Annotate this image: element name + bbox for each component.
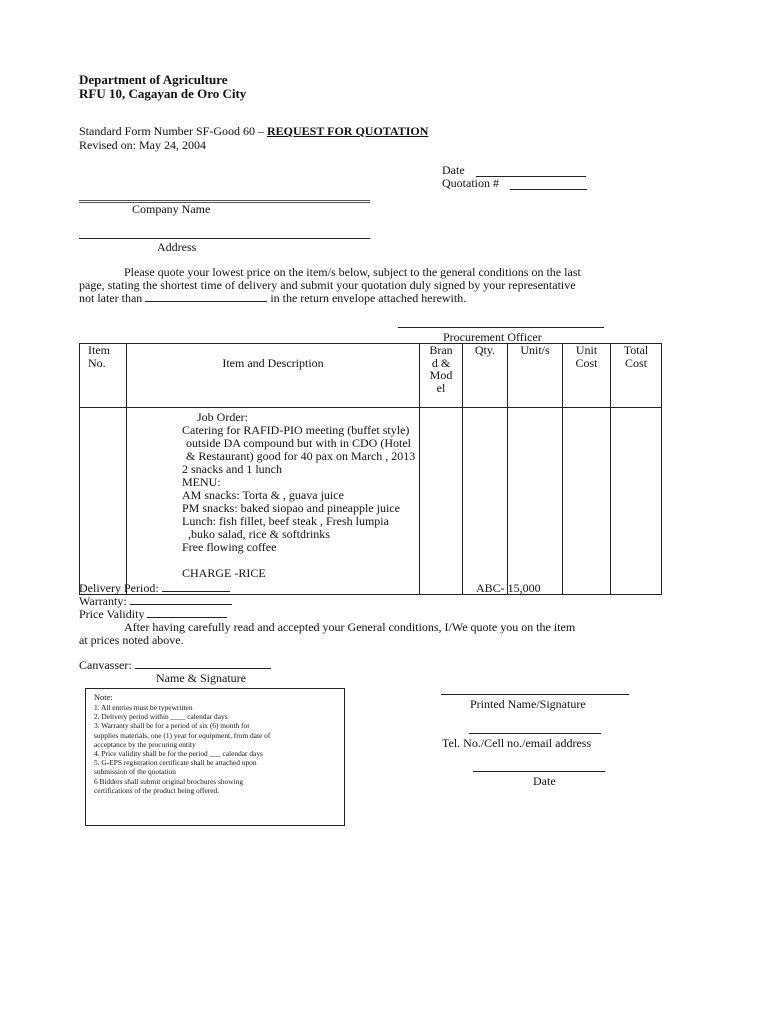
procurement-officer-signature-line[interactable] — [398, 327, 604, 328]
warranty-label: Warranty: — [79, 594, 232, 609]
description-line: AM snacks: Torta & , guava juice — [182, 488, 344, 502]
note-item: supplies materials, one (1) year for equipment, from date of — [94, 730, 271, 740]
note-item: 6 Bidders shall submit original brochures showing — [94, 776, 244, 786]
revised-date: Revised on: May 24, 2004 — [79, 138, 206, 152]
note-item: certifications of the product being offered. — [94, 785, 220, 795]
header-unit-cost: Unit Cost — [563, 344, 611, 408]
address-field[interactable] — [79, 238, 370, 239]
intro-line-3-end: in the return envelope attached herewith. — [270, 291, 467, 305]
canvasser-label: Canvasser: — [79, 658, 271, 673]
description-line: PM snacks: baked siopao and pineapple juice — [182, 501, 400, 515]
note-item: 5. G-EPS registration certificate shall be attached upon — [94, 758, 257, 768]
header-total-cost: Total Cost — [611, 344, 662, 408]
cell-description — [127, 408, 420, 595]
acceptance-line-2: at prices noted above. — [79, 633, 184, 647]
intro-line-2: page, stating the shortest time of delivery and submit your quotation duly signed by your representative — [79, 278, 576, 292]
cell-brand-model[interactable] — [420, 408, 463, 595]
description-line: Lunch: fish fillet, beef steak , Fresh lumpia — [182, 514, 389, 528]
header-qty: Qty. — [463, 344, 508, 408]
signature-date-label: Date — [533, 774, 556, 788]
office-name: RFU 10, Cagayan de Oro City — [79, 86, 247, 101]
description-line: Free flowing coffee — [182, 540, 277, 554]
note-item: 2. Delivery period within ____ calendar days — [94, 712, 228, 722]
description-line: ,buko salad, rice & softdrinks — [188, 527, 330, 541]
cell-unit-cost[interactable] — [563, 408, 611, 595]
cell-qty[interactable] — [463, 408, 508, 595]
quotation-field[interactable] — [510, 189, 587, 190]
company-name-field[interactable] — [79, 200, 370, 203]
address-label: Address — [157, 240, 197, 254]
description-line: 2 snacks and 1 lunch — [182, 462, 282, 476]
table-row — [80, 408, 662, 595]
notes-box — [85, 688, 345, 826]
contact-signature-line[interactable] — [469, 733, 601, 734]
contact-label: Tel. No./Cell no./email address — [442, 736, 592, 750]
description-line — [127, 554, 415, 567]
header-item-no: Item No. — [80, 344, 127, 408]
procurement-officer-label: Procurement Officer — [443, 330, 542, 344]
delivery-period-label: Delivery Period: — [79, 581, 230, 596]
date-signature-line[interactable] — [473, 771, 605, 772]
quotation-label: Quotation # — [442, 176, 499, 190]
description-line: outside DA compound but with in CDO (Hotel — [186, 436, 411, 450]
note-item: acceptance by the procuring entity — [94, 739, 196, 749]
department-name: Department of Agriculture — [79, 72, 228, 87]
form-number — [79, 124, 428, 139]
header-units: Unit/s — [508, 344, 563, 408]
intro-line-3 — [79, 291, 466, 306]
note-item: 1. All entries must be typewritten — [94, 703, 193, 712]
warranty-field[interactable] — [130, 594, 232, 605]
canvasser-field[interactable] — [135, 658, 271, 669]
price-validity-label: Price Validity — [79, 607, 227, 622]
deadline-field[interactable] — [145, 291, 267, 302]
abc-amount: ABC- 15,000 — [476, 581, 541, 595]
description-line: Catering for RAFID-PIO meeting (buffet style) — [182, 423, 410, 437]
form-number-prefix: Standard Form Number SF-Good 60 – — [79, 124, 267, 138]
date-label: Date — [442, 163, 465, 177]
header-brand-model: Bran d & Mod el — [420, 344, 463, 408]
description-line: Job Order: — [197, 410, 248, 424]
cell-item-no[interactable] — [80, 408, 127, 595]
notes-heading: Note: — [94, 693, 113, 702]
description-line: MENU: — [182, 475, 221, 489]
note-item: 3. Warranty shall be for a period of six (6) month for — [94, 721, 250, 731]
cell-total-cost[interactable] — [611, 408, 662, 595]
acceptance-line-1: After having carefully read and accepted your General conditions, I/We quote you on the item — [124, 620, 576, 634]
cell-units[interactable] — [508, 408, 563, 595]
intro-line-1: Please quote your lowest price on the item/s below, subject to the general conditions on the last — [124, 265, 581, 279]
description-line: & Restaurant) good for 40 pax on March , 2013 — [186, 449, 416, 463]
company-name-label: Company Name — [132, 202, 211, 216]
note-item: submission of the quotation — [94, 767, 176, 777]
note-item: 4. Price validity shall be for the period ___ calendar days — [94, 749, 263, 759]
price-validity-field[interactable] — [147, 607, 227, 618]
form-title: REQUEST FOR QUOTATION — [267, 124, 429, 138]
printed-name-signature-line[interactable] — [441, 694, 629, 695]
header-description: Item and Description — [127, 344, 420, 408]
delivery-period-field[interactable] — [162, 581, 230, 592]
quotation-table — [79, 343, 662, 595]
table-header-row — [80, 344, 662, 408]
canvasser-sublabel: Name & Signature — [156, 671, 246, 685]
intro-line-3-start: not later than — [79, 291, 143, 305]
printed-name-label: Printed Name/Signature — [470, 697, 586, 711]
description-line: CHARGE -RICE — [182, 566, 266, 580]
